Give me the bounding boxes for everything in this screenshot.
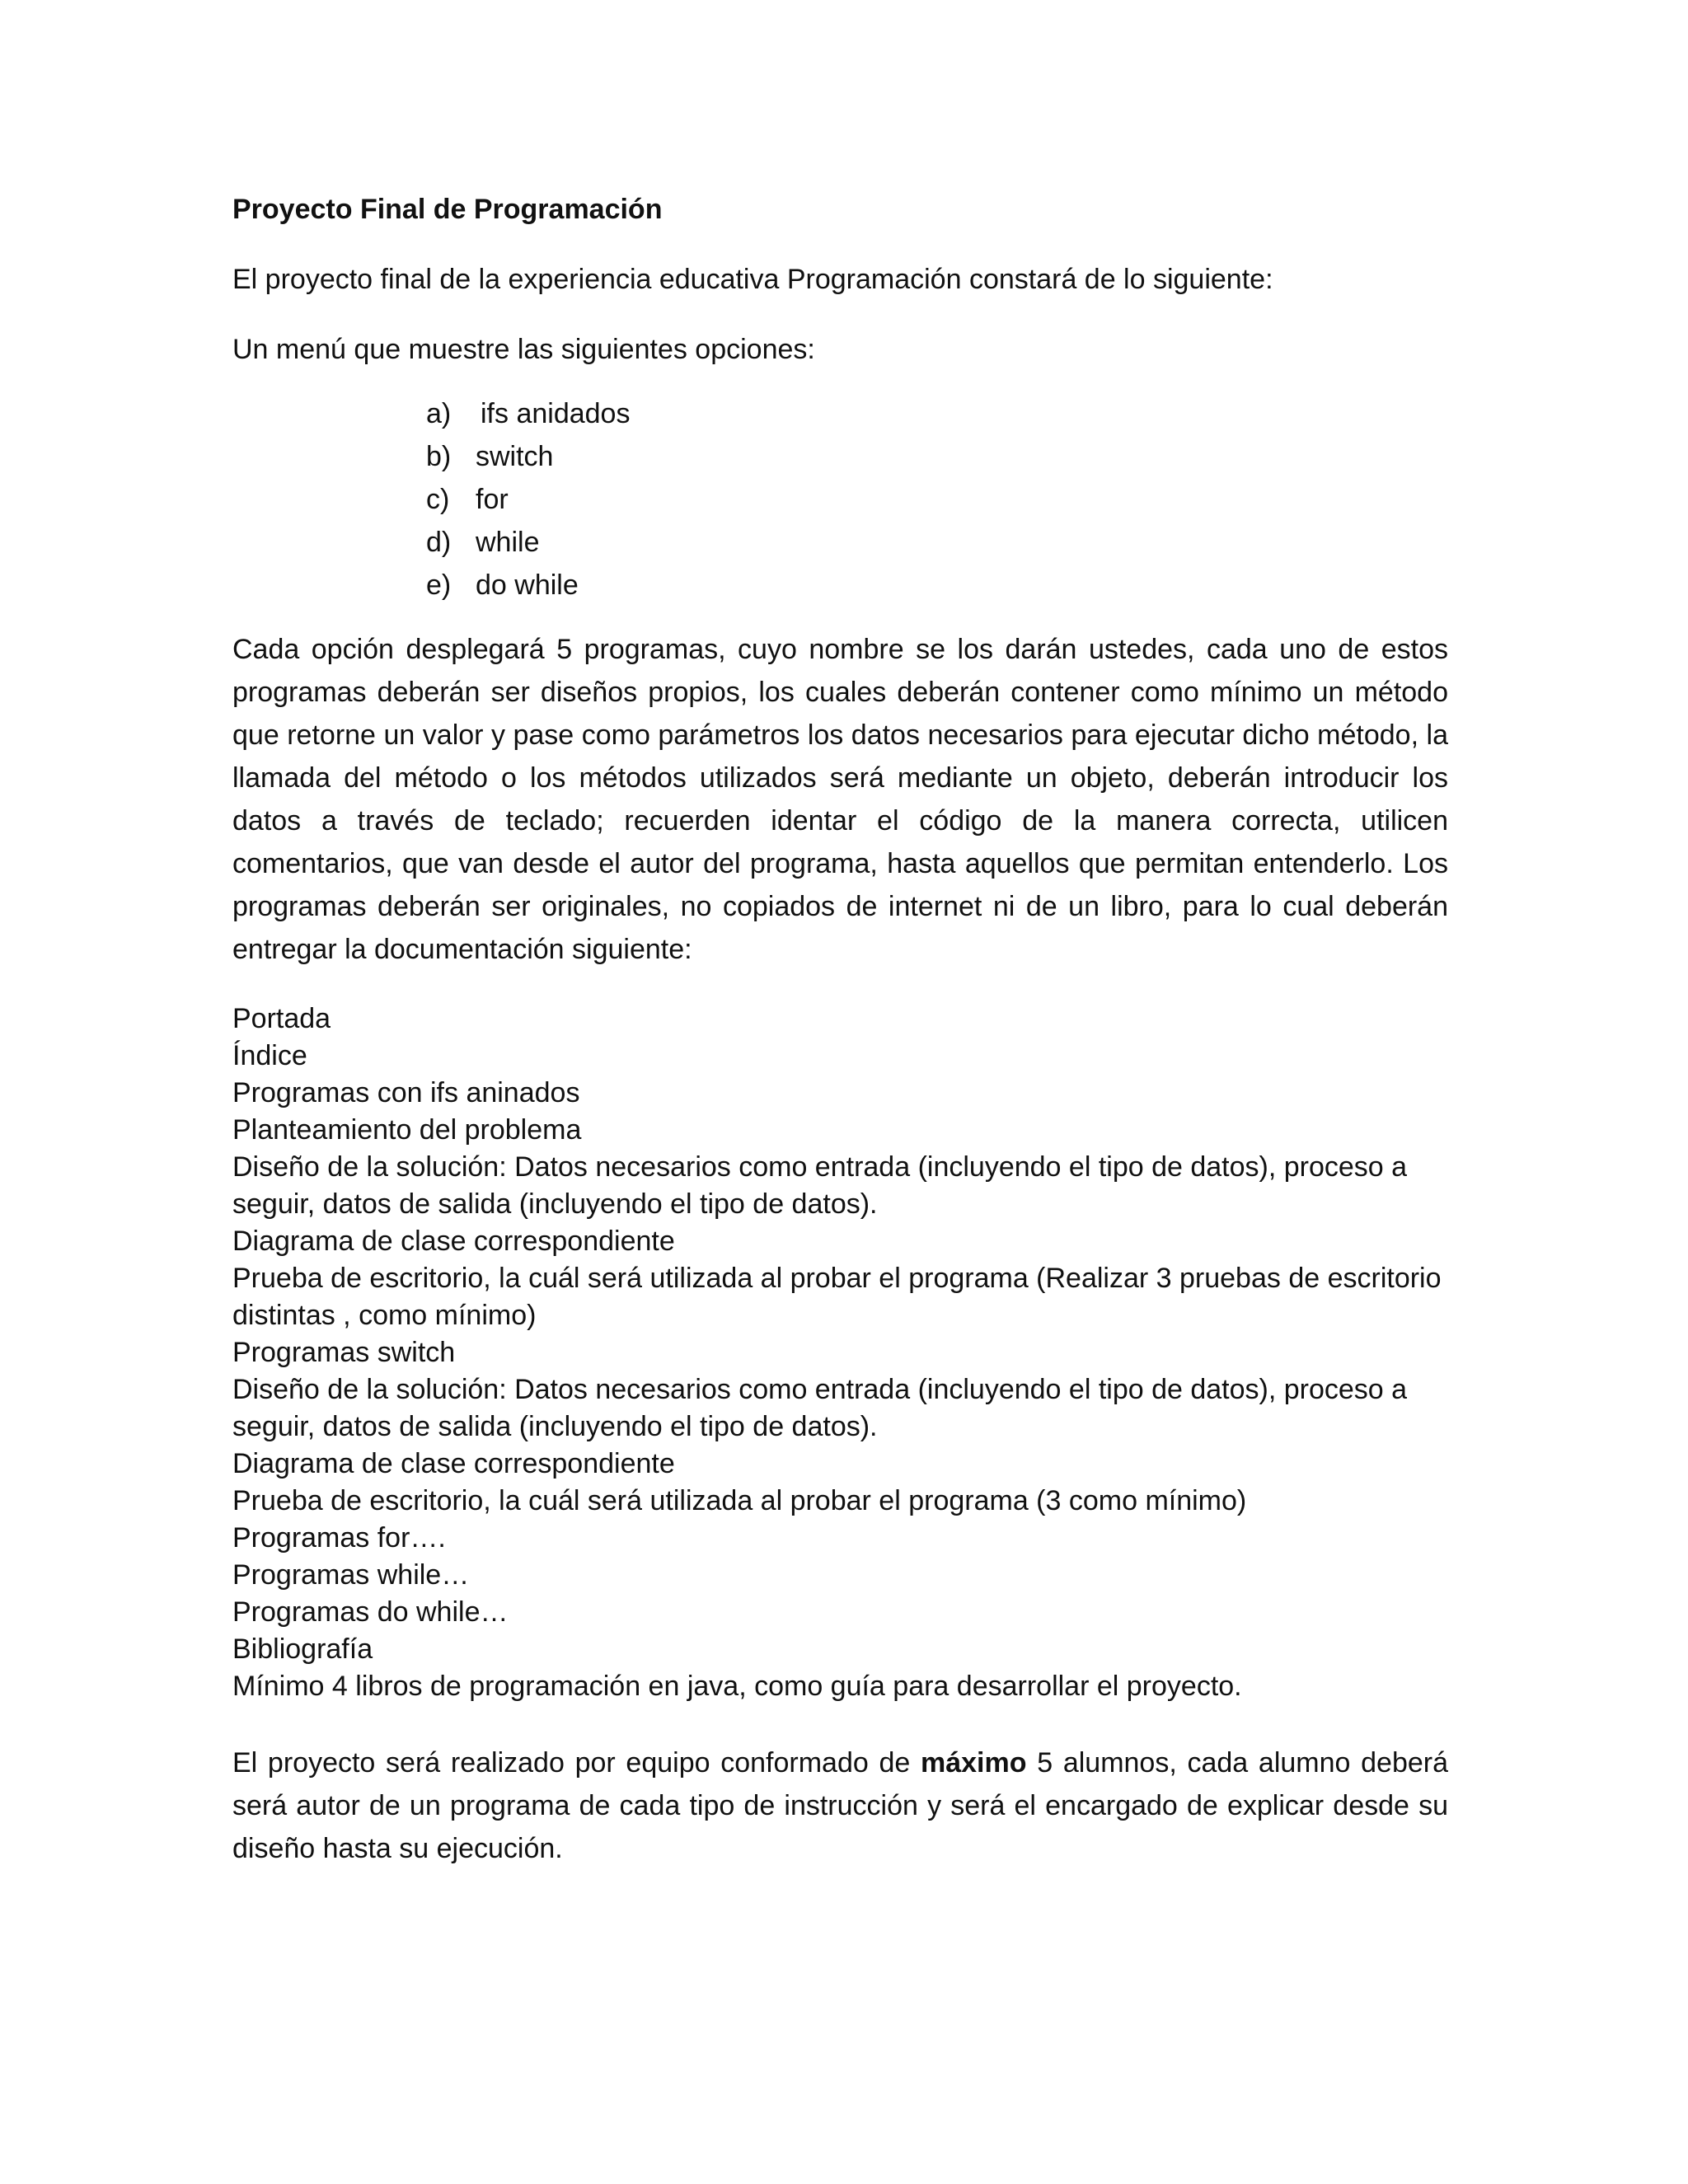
list-item (426, 392, 1448, 435)
closing-bold-word: máximo (921, 1747, 1027, 1779)
doc-item-programas-switch: Programas switch (232, 1337, 456, 1368)
list-item (426, 478, 1448, 521)
list-item (426, 435, 1448, 478)
list-item (426, 521, 1448, 564)
list-item-label: ifs anidados (481, 398, 631, 429)
menu-intro: Un menú que muestre las siguientes opciones: (232, 334, 815, 365)
list-item-label: switch (476, 441, 554, 472)
doc-item-planteamiento: Planteamiento del problema (232, 1114, 582, 1146)
doc-item-programas-ifs: Programas con ifs aninados (232, 1077, 580, 1108)
list-item-label: while (476, 527, 540, 558)
document-title: Proyecto Final de Programación (232, 194, 663, 225)
doc-item-diseno-solucion: Diseño de la solución: Datos necesarios como entrada (incluyendo el tipo de datos), proceso a seguir, datos de salida (incluyendo el tipo de datos). (232, 1374, 1408, 1442)
doc-item-libros-java: Mínimo 4 libros de programación en java, como guía para desarrollar el proyecto. (232, 1671, 1242, 1702)
doc-item-diseno-solucion: Diseño de la solución: Datos necesarios como entrada (incluyendo el tipo de datos), proceso a seguir, datos de salida (incluyendo el tipo de datos). (232, 1151, 1408, 1220)
closing-paragraph (232, 1741, 1448, 1870)
list-marker: e) (426, 569, 452, 601)
list-item-label: do while (476, 569, 579, 601)
closing-text-start: El proyecto será realizado por equipo conformado de (232, 1747, 921, 1779)
list-marker: a) (426, 398, 452, 429)
doc-item-programas-for: Programas for…. (232, 1522, 446, 1554)
menu-options-list (232, 392, 1448, 607)
doc-item-diagrama-clase: Diagrama de clase correspondiente (232, 1226, 675, 1257)
list-marker: d) (426, 527, 452, 558)
requirements-paragraph: Cada opción desplegará 5 programas, cuyo nombre se los darán ustedes, cada uno de estos programas deberán ser diseños propios, los cuales deberán contener como mínimo un método que retorne un valor y pase como parámetros los datos necesarios para ejecutar dicho método, la llamada del método o los métodos utilizados será mediante un objeto, deberán introducir los datos a través de teclado; recuerden identar el código de la manera correcta, utilicen comentarios, que van desde el autor del programa, hasta aquellos que permitan entenderlo. Los programas deberán ser originales, no copiados de internet ni de un libro, para lo cual deberán entregar la documentación siguiente: (232, 634, 1448, 965)
doc-item-programas-while: Programas while… (232, 1559, 470, 1591)
doc-item-prueba-escritorio: Prueba de escritorio, la cuál será utilizada al probar el programa (3 como mínimo) (232, 1485, 1247, 1516)
list-marker: c) (426, 484, 450, 515)
doc-item-indice: Índice (232, 1040, 307, 1071)
doc-item-diagrama-clase: Diagrama de clase correspondiente (232, 1448, 675, 1479)
doc-item-bibliografia: Bibliografía (232, 1633, 373, 1665)
doc-item-prueba-escritorio: Prueba de escritorio, la cuál será utilizada al probar el programa (Realizar 3 pruebas de escritorio distintas , como mínimo) (232, 1263, 1442, 1331)
list-item-label: for (476, 484, 509, 515)
list-item (426, 564, 1448, 607)
list-marker: b) (426, 441, 452, 472)
closing-text-end: 5 alumnos, cada alumno deberá será autor de un programa de cada tipo de instrucción y será el encargado de explicar desde su diseño hasta su ejecución. (232, 1747, 1448, 1864)
doc-item-programas-do-while: Programas do while… (232, 1596, 509, 1628)
documentation-list (232, 1001, 1448, 1705)
doc-item-portada: Portada (232, 1003, 331, 1034)
intro-paragraph: El proyecto final de la experiencia educativa Programación constará de lo siguiente: (232, 264, 1273, 295)
document-body (232, 188, 1448, 1870)
